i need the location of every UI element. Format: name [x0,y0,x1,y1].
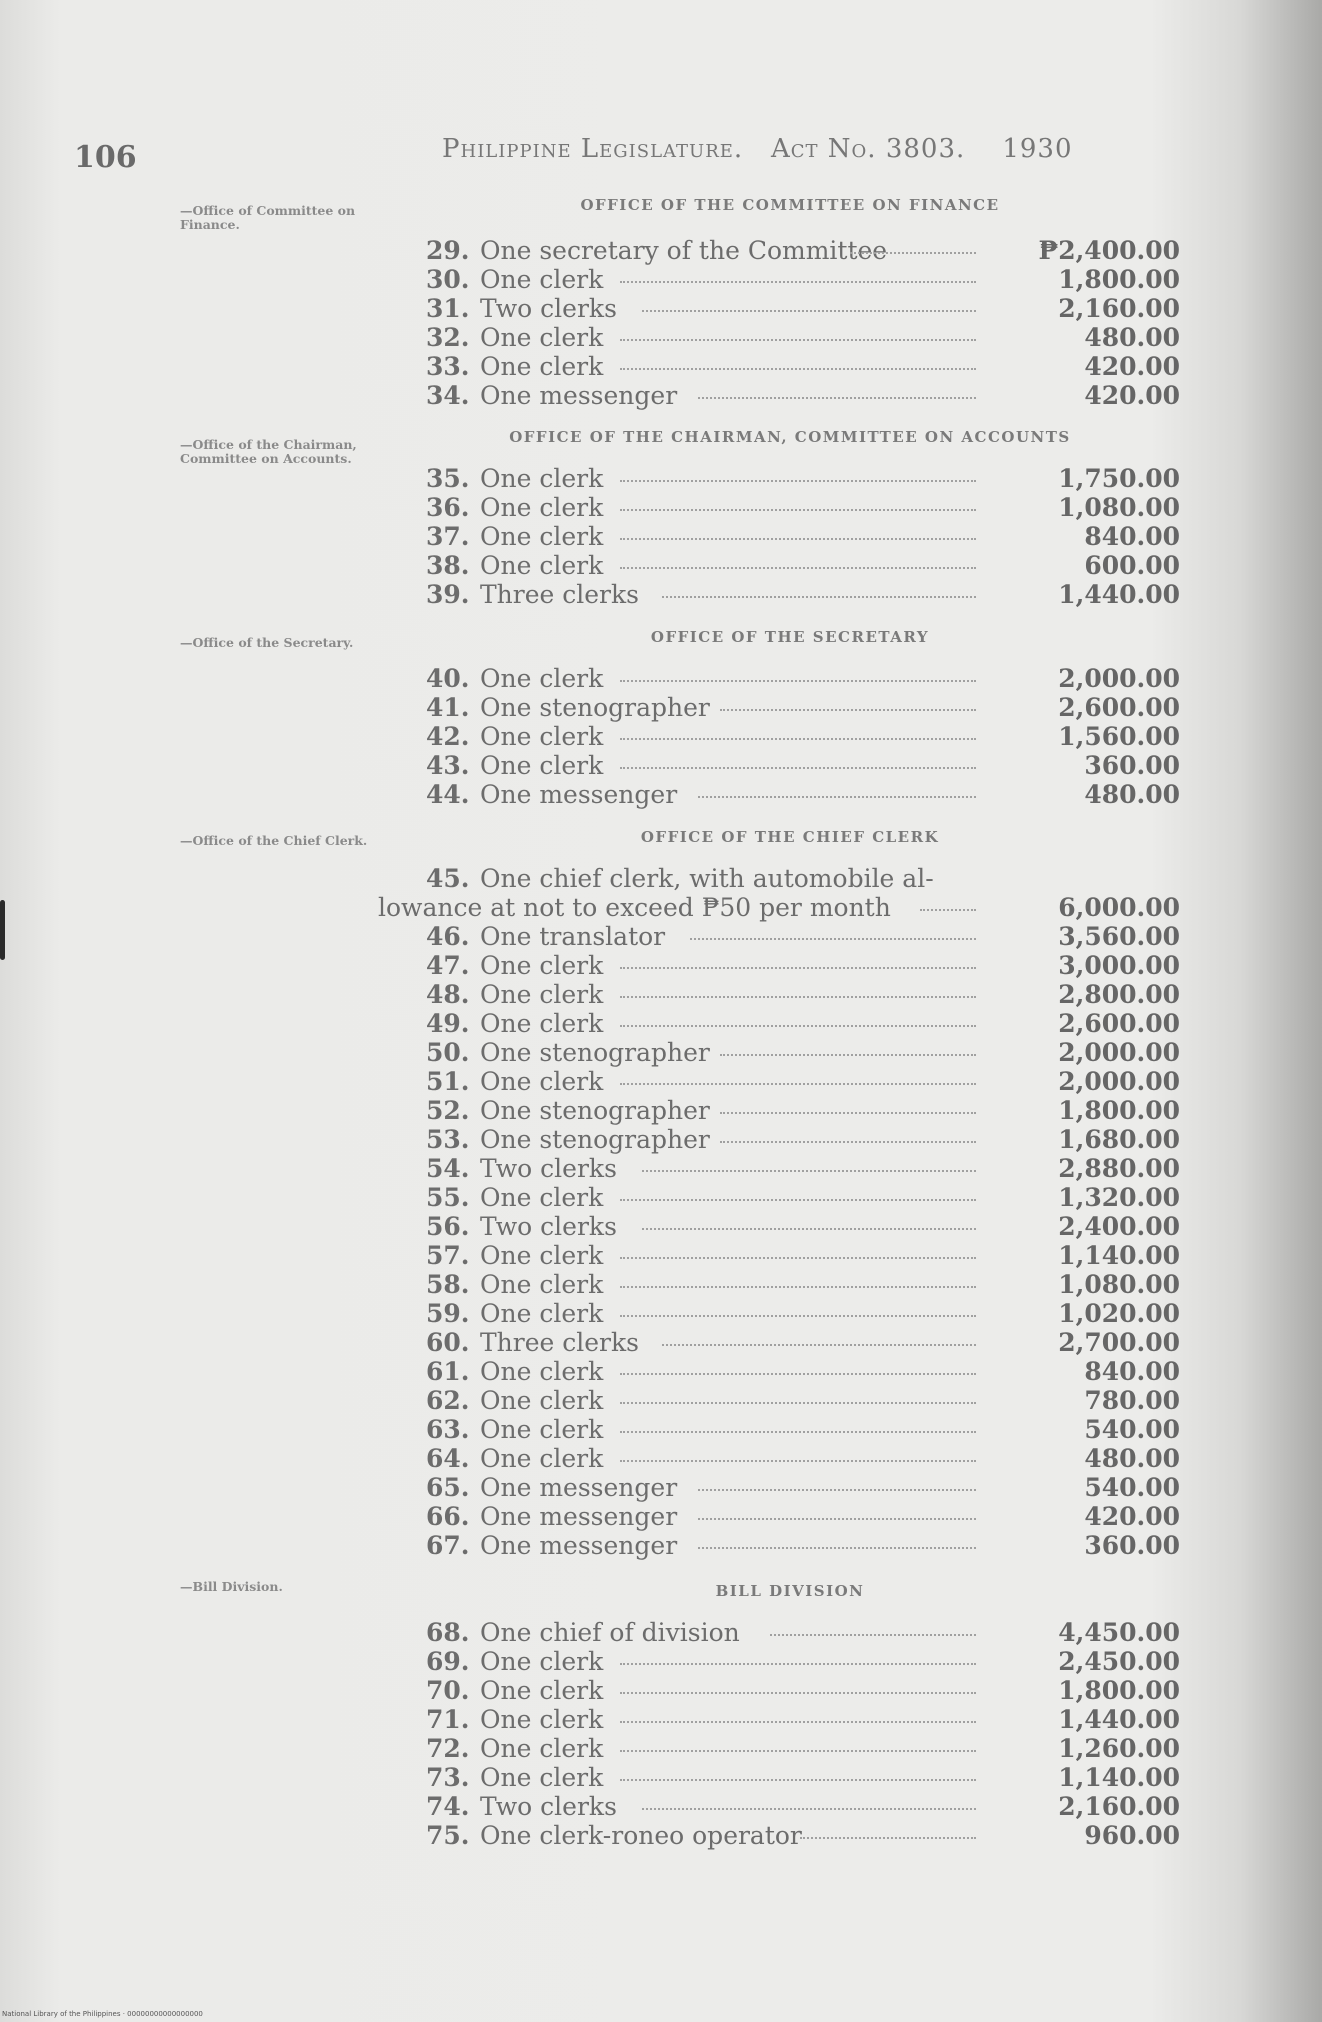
table-row: 40. One clerk 2,000.00 [426,664,1180,693]
table-row: 68. One chief of division 4,450.00 [426,1618,1180,1647]
running-head-act: Act No. 3803. [770,134,966,164]
table-row: 43. One clerk 360.00 [426,751,1180,780]
table-row: 47. One clerk 3,000.00 [426,951,1180,980]
table-row: 30. One clerk 1,800.00 [426,265,1180,294]
table-row: 66. One messenger 420.00 [426,1502,1180,1531]
section-title: OFFICE OF THE COMMITTEE ON FINANCE [580,196,1000,214]
table-row: 74. Two clerks 2,160.00 [426,1792,1180,1821]
table-row: 64. One clerk 480.00 [426,1444,1180,1473]
page-number: 106 [74,140,137,175]
table-row: 35. One clerk 1,750.00 [426,464,1180,493]
section-title: BILL DIVISION [715,1582,865,1600]
table-row: 39. Three clerks 1,440.00 [426,580,1180,609]
table-row: 62. One clerk 780.00 [426,1386,1180,1415]
running-head-legislature: Philippine Legislature. [442,134,744,164]
table-row: 41. One stenographer 2,600.00 [426,693,1180,722]
table-row: 51. One clerk 2,000.00 [426,1067,1180,1096]
table-row: 46. One translator 3,560.00 [426,922,1180,951]
table-row: 69. One clerk 2,450.00 [426,1647,1180,1676]
margin-note: —Office of Committee on Finance. [180,203,356,232]
running-head [442,134,1132,164]
table-row: 38. One clerk 600.00 [426,551,1180,580]
table-row: 72. One clerk 1,260.00 [426,1734,1180,1763]
running-head-year: 1930 [1002,134,1073,164]
table-row: 32. One clerk 480.00 [426,323,1180,352]
table-row: 53. One stenographer 1,680.00 [426,1125,1180,1154]
table-row: 70. One clerk 1,800.00 [426,1676,1180,1705]
table-row: 59. One clerk 1,020.00 [426,1299,1180,1328]
table-row: 50. One stenographer 2,000.00 [426,1038,1180,1067]
scan-source-footer: National Library of the Philippines · 00000000000000000 [2,2010,203,2018]
table-row: 61. One clerk 840.00 [426,1357,1180,1386]
margin-note: —Office of the Chairman, Committee on Accounts. [180,437,357,466]
table-row: 36. One clerk 1,080.00 [426,493,1180,522]
table-row: 73. One clerk 1,140.00 [426,1763,1180,1792]
table-row: 34. One messenger 420.00 [426,381,1180,410]
table-row: 45. One chief clerk, with automobile al- [426,864,934,893]
section-title: OFFICE OF THE SECRETARY [650,628,930,646]
table-row: 42. One clerk 1,560.00 [426,722,1180,751]
table-row: 48. One clerk 2,800.00 [426,980,1180,1009]
table-row: 37. One clerk 840.00 [426,522,1180,551]
margin-note: —Bill Division. [180,1579,283,1594]
section-title: OFFICE OF THE CHIEF CLERK [640,828,940,846]
table-row-continuation: lowance at not to exceed ₱50 per month 6,000.00 [378,893,1180,922]
item-list [380,664,1180,809]
table-row: 67. One messenger 360.00 [426,1531,1180,1560]
table-row: 49. One clerk 2,600.00 [426,1009,1180,1038]
table-row: 52. One stenographer 1,800.00 [426,1096,1180,1125]
item-list [380,236,1180,410]
table-row: 75. One clerk-roneo operator 960.00 [426,1821,1180,1850]
table-row: 57. One clerk 1,140.00 [426,1241,1180,1270]
table-row: 63. One clerk 540.00 [426,1415,1180,1444]
margin-note: —Office of the Secretary. [180,635,354,650]
table-row: 29. One secretary of the Committee ₱2,400.00 [426,236,1180,265]
table-row: 58. One clerk 1,080.00 [426,1270,1180,1299]
item-list [380,1618,1180,1850]
item-list [380,864,1180,1560]
section-title: OFFICE OF THE CHAIRMAN, COMMITTEE ON ACCOUNTS [509,428,1071,446]
item-list [380,464,1180,609]
table-row: 55. One clerk 1,320.00 [426,1183,1180,1212]
table-row: 44. One messenger 480.00 [426,780,1180,809]
table-row: 56. Two clerks 2,400.00 [426,1212,1180,1241]
table-row: 54. Two clerks 2,880.00 [426,1154,1180,1183]
table-row: 65. One messenger 540.00 [426,1473,1180,1502]
table-row: 33. One clerk 420.00 [426,352,1180,381]
margin-note: —Office of the Chief Clerk. [180,833,368,848]
table-row: 71. One clerk 1,440.00 [426,1705,1180,1734]
table-row: 60. Three clerks 2,700.00 [426,1328,1180,1357]
table-row: 31. Two clerks 2,160.00 [426,294,1180,323]
